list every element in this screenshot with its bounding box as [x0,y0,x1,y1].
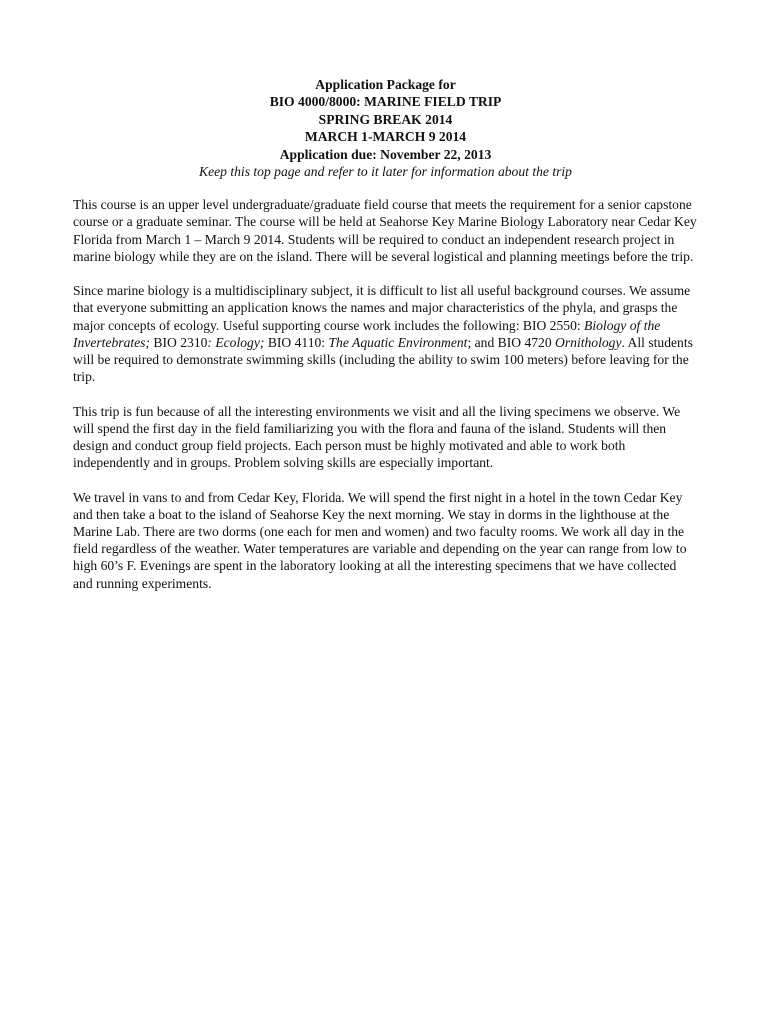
header-due-date: Application due: November 22, 2013 [279,146,492,162]
document-page [73,76,698,592]
prereq-text-c: BIO 4110: [264,334,329,350]
prereq-text-e: . All students will be required to demonstrate swimming skills (including the ability to swim 100 meters) before leaving for the trip. [73,334,693,385]
prereq-course-ornithology: Ornithology [555,334,622,350]
header-term: SPRING BREAK 2014 [318,111,453,127]
paragraph-prerequisites [73,282,698,385]
header-line-1: Application Package for [315,77,456,92]
prereq-course-ecology: : Ecology; [207,334,265,350]
header-dates: MARCH 1-MARCH 9 2014 [304,129,467,145]
prereq-text-d: ; and BIO 4720 [467,334,556,350]
paragraph-travel-logistics: We travel in vans to and from Cedar Key, Florida. We will spend the first night in a hotel in the town Cedar Key and then take a boat to the island of Seahorse Key the next morning. We stay in dorms in the lighthouse at the Marine Lab. There are two dorms (one each for men and women) and two faculty rooms. We work all day in the field regardless of the weather. Water temperatures are variable and depending on the year can range from low to high 60’s F. Evenings are spent in the laboratory looking at all the interesting specimens that we have collected and running experiments. [73,489,687,591]
header-course-title: BIO 4000/8000: MARINE FIELD TRIP [269,94,502,110]
prereq-text-b: BIO 2310 [150,334,208,350]
prereq-course-aquatic: The Aquatic Environment [328,334,468,350]
paragraph-course-description: This course is an upper level undergraduate/graduate field course that meets the requirement for a senior capstone course or a graduate seminar. The course will be held at Seahorse Key Marine Biology Laboratory near Cedar Key Florida from March 1 – March 9 2014. Students will be required to conduct an independent research project in marine biology while they are on the island. There will be several logistical and planning meetings before the trip. [73,197,697,264]
prereq-text-a: Since marine biology is a multidisciplinary subject, it is difficult to list all useful background courses. We assume that everyone submitting an application knows the names and major characteristics of the phyla, and grasps the major concepts of ecology. Useful supporting course work includes the following: BIO 2550: [73,283,691,333]
prereq-course-invertebrates: Biology of the Invertebrates; [73,317,661,350]
document-header [73,76,698,163]
paragraph-trip-overview: This trip is fun because of all the interesting environments we visit and all the living specimens we observe. We will spend the first day in the field familiarizing you with the flora and fauna of the island. Students will then design and conduct group field projects. Each person must be highly motivated and able to work both independently and in groups. Problem solving skills are especially important. [73,403,681,471]
header-subtitle: Keep this top page and refer to it later for information about the trip [199,164,572,180]
